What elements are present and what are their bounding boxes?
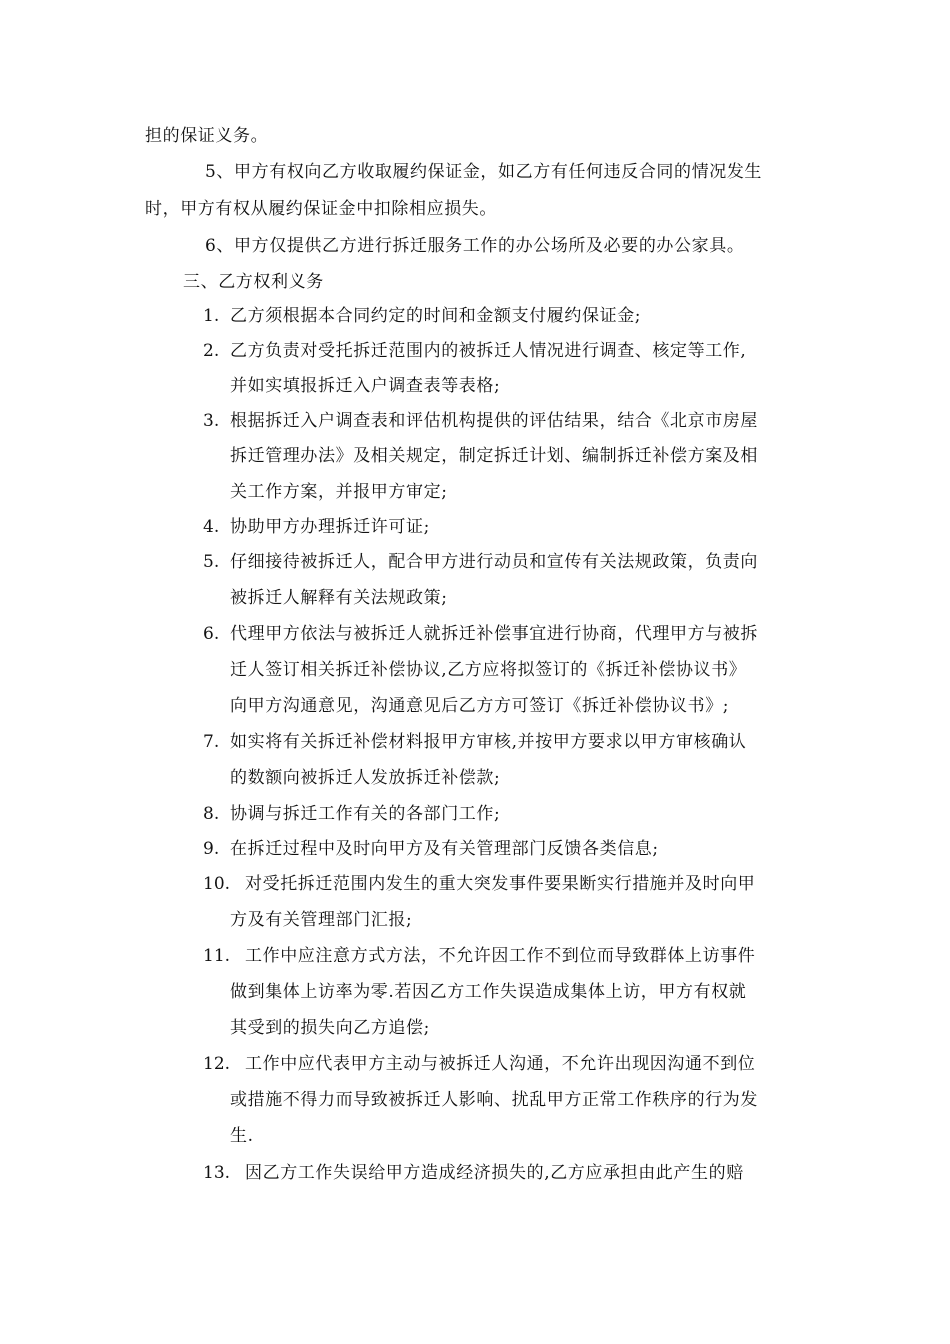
list-item-line: 迁人签订相关拆迁补偿协议,乙方应将拟签订的《拆迁补偿协议书》 (230, 660, 747, 680)
list-item-line: 如实将有关拆迁补偿材料报甲方审核,并按甲方要求以甲方审核确认 (230, 732, 747, 752)
list-item-line: 向甲方沟通意见，沟通意见后乙方方可签订《拆迁补偿协议书》; (230, 696, 730, 716)
list-item-line: 根据拆迁入户调查表和评估机构提供的评估结果，结合《北京市房屋 (230, 411, 758, 431)
list-item-number: 3. (203, 411, 220, 431)
intro-clause-6-line-1: 6、甲方仅提供乙方进行拆迁服务工作的办公场所及必要的办公家具。 (205, 236, 745, 256)
list-item-line: 做到集体上访率为零.若因乙方工作失误造成集体上访，甲方有权就 (230, 982, 747, 1002)
list-item-line: 并如实填报拆迁入户调查表等表格; (230, 376, 501, 396)
list-item-line: 因乙方工作失误给甲方造成经济损失的,乙方应承担由此产生的赔 (245, 1163, 744, 1183)
list-item-number: 5. (203, 552, 220, 572)
list-item-line: 在拆迁过程中及时向甲方及有关管理部门反馈各类信息; (230, 839, 659, 859)
list-item-line: 工作中应代表甲方主动与被拆迁人沟通，不允许出现因沟通不到位 (245, 1054, 756, 1074)
list-item-number: 8. (203, 804, 220, 824)
list-item-line: 仔细接待被拆迁人，配合甲方进行动员和宣传有关法规政策，负责向 (230, 552, 758, 572)
list-item-line: 乙方负责对受托拆迁范围内的被拆迁人情况进行调查、核定等工作, (230, 341, 747, 361)
list-item-line: 对受托拆迁范围内发生的重大突发事件要果断实行措施并及时向甲 (245, 874, 756, 894)
list-item-line: 协调与拆迁工作有关的各部门工作; (230, 804, 501, 824)
list-item-number: 6. (203, 624, 220, 644)
list-item-line: 方及有关管理部门汇报; (230, 910, 413, 930)
list-item-number: 11. (203, 946, 231, 966)
list-item-number: 10. (203, 874, 231, 894)
intro-clause-5-line-1: 5、甲方有权向乙方收取履约保证金，如乙方有任何违反合同的情况发生 (205, 162, 763, 182)
list-item-line: 拆迁管理办法》及相关规定，制定拆迁计划、编制拆迁补偿方案及相 (230, 446, 758, 466)
list-item-number: 4. (203, 517, 220, 537)
intro-clause-5-line-2: 时，甲方有权从履约保证金中扣除相应损失。 (145, 199, 497, 219)
list-item-line: 的数额向被拆迁人发放拆迁补偿款; (230, 768, 501, 788)
list-item-number: 2. (203, 341, 220, 361)
intro-line: 担的保证义务。 (145, 126, 269, 146)
list-item-line: 工作中应注意方式方法，不允许因工作不到位而导致群体上访事件 (245, 946, 756, 966)
list-item-number: 12. (203, 1054, 231, 1074)
list-item-line: 其受到的损失向乙方追偿; (230, 1018, 430, 1038)
list-item-line: 或措施不得力而导致被拆迁人影响、扰乱甲方正常工作秩序的行为发 (230, 1090, 758, 1110)
list-item-number: 1. (203, 306, 220, 326)
list-item-line: 协助甲方办理拆迁许可证; (230, 517, 430, 537)
list-item-line: 乙方须根据本合同约定的时间和金额支付履约保证金; (230, 306, 642, 326)
list-item-line: 代理甲方依法与被拆迁人就拆迁补偿事宜进行协商，代理甲方与被拆 (230, 624, 758, 644)
list-item-line: 被拆迁人解释有关法规政策; (230, 588, 448, 608)
list-item-line: 关工作方案，并报甲方审定; (230, 482, 448, 502)
section-heading: 三、乙方权利义务 (183, 272, 324, 292)
list-item-number: 7. (203, 732, 220, 752)
list-item-line: 生. (230, 1126, 254, 1146)
list-item-number: 9. (203, 839, 220, 859)
list-item-number: 13. (203, 1163, 231, 1183)
